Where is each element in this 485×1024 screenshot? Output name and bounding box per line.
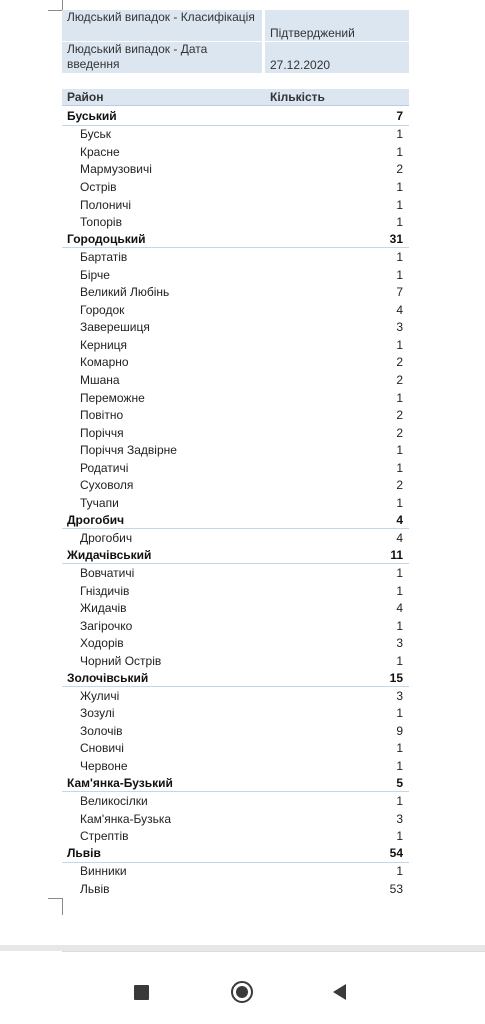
settlement-name: Винники: [80, 864, 127, 879]
case-count: 1: [396, 706, 403, 721]
settlement-name: Бартатів: [80, 250, 128, 265]
settlement-row: [62, 582, 409, 600]
settlement-name: Повітно: [80, 408, 124, 423]
case-count: 2: [396, 372, 403, 387]
case-count: 3: [396, 688, 403, 703]
settlement-name: Острів: [80, 179, 117, 194]
info-value: 27.12.2020: [265, 42, 409, 73]
settlement-row: [62, 687, 409, 705]
case-count: 1: [396, 653, 403, 668]
case-count: 9: [396, 723, 403, 738]
settlement-name: Бірче: [80, 267, 110, 282]
back-button[interactable]: [320, 972, 360, 1012]
case-count: 1: [396, 197, 403, 212]
case-count: 4: [396, 601, 403, 616]
district-row: [62, 512, 409, 530]
district-name: Кам'янка-Бузький: [67, 776, 173, 791]
settlement-name: Золочів: [80, 723, 123, 738]
case-count: 1: [396, 179, 403, 194]
district-row: [62, 108, 409, 126]
case-count: 1: [396, 144, 403, 159]
settlement-row: [62, 143, 409, 161]
settlement-name: Львів: [80, 881, 110, 896]
case-count: 1: [396, 495, 403, 510]
page-corner-mark-top: [48, 0, 63, 11]
settlement-row: [62, 424, 409, 442]
district-name: Жидачівський: [67, 547, 152, 562]
settlement-row: [62, 722, 409, 740]
settlement-row: [62, 406, 409, 424]
settlement-row: [62, 740, 409, 758]
district-row: [62, 670, 409, 688]
page-corner-mark-bottom: [48, 898, 63, 915]
recents-square-icon: [134, 985, 149, 1000]
settlement-row: [62, 634, 409, 652]
case-count: 11: [390, 547, 403, 562]
settlement-name: Мшана: [80, 372, 120, 387]
district-row: [62, 547, 409, 565]
case-count: 3: [396, 320, 403, 335]
settlement-name: Топорів: [80, 215, 122, 230]
settlement-row: [62, 389, 409, 407]
info-row-classification: [62, 10, 409, 41]
table-body: [62, 108, 409, 898]
settlement-row: [62, 757, 409, 775]
case-count: 2: [396, 408, 403, 423]
district-row: [62, 775, 409, 793]
settlement-row: [62, 863, 409, 881]
settlement-name: Жуличі: [80, 688, 120, 703]
settlement-name: Загірочко: [80, 618, 133, 633]
table-header: [62, 89, 409, 106]
case-count: 1: [396, 829, 403, 844]
settlement-name: Буськ: [80, 127, 111, 142]
info-label: Людський випадок - Класифікація: [62, 10, 262, 41]
cases-by-district-table: [62, 89, 409, 898]
settlement-name: Кам'янка-Бузька: [80, 811, 172, 826]
info-row-date: [62, 42, 409, 73]
settlement-row: [62, 529, 409, 547]
case-count: 1: [396, 583, 403, 598]
back-triangle-icon: [331, 983, 349, 1001]
info-label: Людський випадок - Дата введення: [62, 42, 262, 73]
case-count: 1: [396, 267, 403, 282]
case-count: 7: [396, 285, 403, 300]
android-navigation-bar: [0, 952, 485, 1024]
settlement-name: Родатичі: [80, 460, 129, 475]
case-count: 31: [389, 232, 403, 247]
case-count: 1: [396, 443, 403, 458]
settlement-name: Поріччя Задвірне: [80, 443, 177, 458]
settlement-row: [62, 336, 409, 354]
settlement-row: [62, 564, 409, 582]
filter-info-table: [62, 10, 409, 74]
district-name: Городоцький: [67, 232, 146, 247]
settlement-name: Мармузовичі: [80, 162, 152, 177]
settlement-row: [62, 301, 409, 319]
settlement-name: Поріччя: [80, 425, 124, 440]
case-count: 1: [396, 250, 403, 265]
settlement-row: [62, 705, 409, 723]
district-name: Буський: [67, 109, 117, 124]
settlement-name: Ходорів: [80, 636, 124, 651]
district-name: Дрогобич: [67, 512, 125, 527]
settlement-row: [62, 161, 409, 179]
settlement-row: [62, 617, 409, 635]
settlement-name: Червоне: [80, 759, 128, 773]
district-row: [62, 845, 409, 863]
settlement-row: [62, 283, 409, 301]
settlement-name: Полоничі: [80, 197, 132, 212]
case-count: 3: [396, 811, 403, 826]
settlement-row: [62, 248, 409, 266]
home-circle-icon: [231, 981, 253, 1003]
district-name: Золочівський: [67, 670, 149, 685]
case-count: 4: [396, 302, 403, 317]
recents-button[interactable]: [121, 972, 161, 1012]
home-button[interactable]: [222, 972, 262, 1012]
settlement-row: [62, 652, 409, 670]
settlement-row: [62, 459, 409, 477]
case-count: 15: [389, 670, 403, 685]
case-count: 1: [396, 618, 403, 633]
settlement-name: Красне: [80, 144, 120, 159]
settlement-name: Великосілки: [80, 794, 148, 809]
case-count: 1: [396, 864, 403, 879]
case-count: 1: [396, 794, 403, 809]
settlement-row: [62, 354, 409, 372]
case-count: 1: [396, 565, 403, 580]
settlement-row: [62, 196, 409, 214]
settlement-row: [62, 476, 409, 494]
district-row: [62, 231, 409, 249]
settlement-name: Керниця: [80, 337, 128, 352]
settlement-row: [62, 371, 409, 389]
case-count: 1: [396, 215, 403, 230]
case-count: 2: [396, 162, 403, 177]
case-count: 4: [396, 512, 403, 527]
settlement-name: Чорний Острів: [80, 653, 162, 668]
case-count: 1: [396, 127, 403, 142]
settlement-name: Комарно: [80, 355, 129, 370]
settlement-row: [62, 266, 409, 284]
settlement-row: [62, 126, 409, 144]
settlement-name: Жидачів: [80, 601, 127, 616]
settlement-row: [62, 213, 409, 231]
settlement-name: Вовчатичі: [80, 565, 135, 580]
district-name: Львів: [67, 846, 101, 861]
settlement-row: [62, 792, 409, 810]
case-count: 1: [396, 741, 403, 756]
settlement-row: [62, 441, 409, 459]
case-count: 2: [396, 478, 403, 493]
settlement-name: Тучапи: [80, 495, 119, 510]
case-count: 3: [396, 636, 403, 651]
settlement-row: [62, 880, 409, 898]
case-count: 53: [389, 881, 403, 896]
settlement-name: Городок: [80, 302, 125, 317]
settlement-row: [62, 319, 409, 337]
case-count: 1: [396, 460, 403, 475]
settlement-name: Гніздичів: [80, 583, 130, 598]
settlement-name: Переможне: [80, 390, 145, 405]
case-count: 5: [396, 776, 403, 791]
settlement-row: [62, 810, 409, 828]
settlement-name: Дрогобич: [80, 530, 133, 545]
settlement-row: [62, 599, 409, 617]
settlement-name: Сновичі: [80, 741, 124, 756]
case-count: 1: [396, 390, 403, 405]
column-header-district: Район: [67, 90, 104, 104]
settlement-name: Суховоля: [80, 478, 134, 493]
case-count: 2: [396, 425, 403, 440]
settlement-name: Заверешиця: [80, 320, 150, 335]
settlement-row: [62, 494, 409, 512]
settlement-row: [62, 827, 409, 845]
case-count: 2: [396, 355, 403, 370]
column-header-count: Кількість: [270, 90, 325, 104]
settlement-row: [62, 178, 409, 196]
case-count: 1: [396, 337, 403, 352]
case-count: 7: [396, 109, 403, 124]
case-count: 1: [396, 759, 403, 773]
info-value: Підтверджений: [265, 10, 409, 41]
case-count: 54: [389, 846, 403, 861]
case-count: 4: [396, 530, 403, 545]
settlement-name: Великий Любінь: [80, 285, 170, 300]
settlement-name: Зозулі: [80, 706, 115, 721]
settlement-name: Стрептів: [80, 829, 129, 844]
